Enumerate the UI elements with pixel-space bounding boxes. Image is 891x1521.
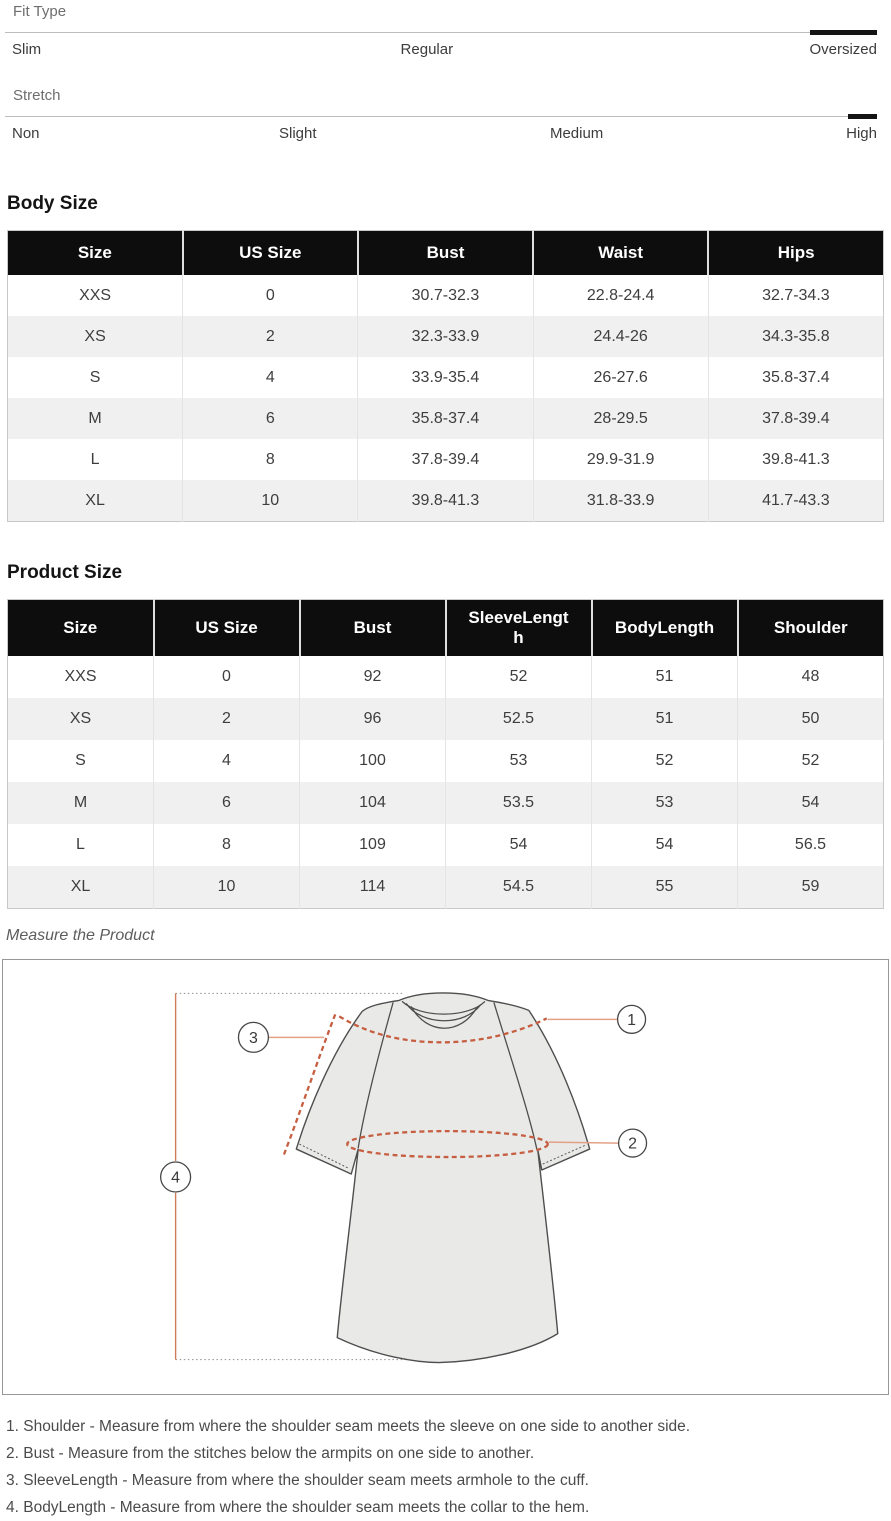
- table-cell: 33.9-35.4: [358, 357, 533, 398]
- table-cell: 0: [183, 275, 358, 316]
- table-cell: 109: [300, 824, 446, 866]
- note-line: 1. Shoulder - Measure from where the shoulder seam meets the sleeve on one side to another side.: [6, 1418, 691, 1435]
- table-row: [8, 782, 884, 824]
- table-cell: 32.7-34.3: [708, 275, 883, 316]
- table-header-row: [8, 231, 884, 276]
- column-header: Shoulder: [738, 600, 884, 657]
- column-header: Bust: [358, 231, 533, 276]
- column-header: US Size: [183, 231, 358, 276]
- table-cell: 2: [154, 698, 300, 740]
- table-cell: 32.3-33.9: [358, 316, 533, 357]
- table-cell: 52.5: [446, 698, 592, 740]
- scale-option: Medium: [549, 125, 604, 142]
- table-cell: 24.4-26: [533, 316, 708, 357]
- measure-notes: [6, 1413, 885, 1521]
- measure-title: Measure the Product: [6, 927, 155, 944]
- fit-type-label: Fit Type: [13, 3, 67, 20]
- table-cell: 31.8-33.9: [533, 480, 708, 522]
- table-cell: M: [88, 409, 102, 427]
- table-cell: 8: [183, 439, 358, 480]
- scale-option: Oversized: [809, 41, 877, 58]
- scale-option: High: [846, 125, 877, 142]
- table-cell: 54.5: [446, 866, 592, 909]
- table-cell: 34.3-35.8: [708, 316, 883, 357]
- column-header: Bust: [300, 600, 446, 657]
- table-cell: 48: [738, 656, 884, 698]
- table-cell: S: [89, 368, 101, 386]
- table-cell: 35.8-37.4: [708, 357, 883, 398]
- table-cell: 52: [446, 656, 592, 698]
- table-cell: 53.5: [446, 782, 592, 824]
- table-cell: 92: [300, 656, 446, 698]
- fit-type-section: [0, 0, 891, 60]
- product-size-table: [7, 599, 884, 909]
- table-cell: 6: [183, 398, 358, 439]
- note-line: 3. SleeveLength - Measure from where the shoulder seam meets armhole to the cuff.: [6, 1472, 589, 1489]
- scale-option: Slim: [12, 41, 42, 58]
- table-cell: 8: [154, 824, 300, 866]
- table-cell: 56.5: [738, 824, 884, 866]
- column-header: Waist: [533, 231, 708, 276]
- table-cell: 30.7-32.3: [358, 275, 533, 316]
- scale-option: Regular: [400, 41, 454, 58]
- table-cell: 96: [300, 698, 446, 740]
- product-size-title: Product Size: [7, 562, 123, 583]
- table-cell: 10: [183, 480, 358, 522]
- stretch-label: Stretch: [13, 87, 61, 104]
- table-cell: 54: [592, 824, 738, 866]
- column-header: Size: [8, 231, 183, 276]
- fit-type-track: [5, 32, 877, 33]
- table-cell: 51: [592, 656, 738, 698]
- column-header: BodyLength: [592, 600, 738, 657]
- table-cell: 50: [738, 698, 884, 740]
- table-cell: 100: [300, 740, 446, 782]
- table-cell: 28-29.5: [533, 398, 708, 439]
- leader-line-2: [549, 1142, 619, 1143]
- table-cell: 54: [738, 782, 884, 824]
- table-cell: XL: [70, 878, 91, 895]
- table-cell: M: [73, 794, 88, 811]
- table-cell: XS: [84, 327, 106, 345]
- table-cell: 52: [738, 740, 884, 782]
- table-row: [8, 866, 884, 909]
- table-cell: 0: [154, 656, 300, 698]
- table-cell: 55: [592, 866, 738, 909]
- stretch-options: [12, 125, 878, 144]
- table-cell: XXS: [64, 668, 97, 685]
- stretch-selected-marker: [848, 114, 877, 119]
- table-cell: 35.8-37.4: [358, 398, 533, 439]
- measure-diagram: [2, 959, 889, 1395]
- callout-number: 3: [248, 1029, 258, 1047]
- note-line: 4. BodyLength - Measure from where the shoulder seam meets the collar to the hem.: [6, 1499, 590, 1516]
- table-cell: 37.8-39.4: [708, 398, 883, 439]
- table-row: [8, 357, 884, 398]
- table-cell: S: [75, 752, 86, 769]
- table-cell: 2: [183, 316, 358, 357]
- table-row: [8, 275, 884, 316]
- table-cell: 54: [446, 824, 592, 866]
- table-cell: 53: [446, 740, 592, 782]
- table-cell: 37.8-39.4: [358, 439, 533, 480]
- table-row: [8, 656, 884, 698]
- table-cell: 53: [592, 782, 738, 824]
- scale-option: Non: [12, 125, 40, 142]
- product-size-table-header: [8, 600, 884, 657]
- stretch-track: [5, 116, 877, 117]
- table-row: [8, 480, 884, 522]
- table-row: [8, 698, 884, 740]
- table-cell: 29.9-31.9: [533, 439, 708, 480]
- column-header: Size: [8, 600, 154, 657]
- table-row: [8, 740, 884, 782]
- table-cell: 4: [183, 357, 358, 398]
- table-row: [8, 824, 884, 866]
- column-header: SleeveLength: [446, 600, 592, 657]
- table-row: [8, 439, 884, 480]
- table-cell: 41.7-43.3: [708, 480, 883, 522]
- table-cell: 6: [154, 782, 300, 824]
- tshirt-outline: [296, 993, 589, 1363]
- fit-type-options: [12, 41, 878, 60]
- table-cell: XXS: [79, 286, 112, 304]
- table-row: [8, 398, 884, 439]
- table-cell: XS: [69, 710, 92, 727]
- product-size-table-body: [8, 656, 884, 909]
- table-cell: 39.8-41.3: [358, 480, 533, 522]
- table-header-row: [8, 600, 884, 657]
- callout-number: 2: [628, 1135, 638, 1153]
- column-header: Hips: [708, 231, 883, 276]
- scale-option: Slight: [279, 125, 317, 142]
- body-size-table-body: [8, 275, 884, 522]
- table-cell: 104: [300, 782, 446, 824]
- table-row: [8, 316, 884, 357]
- body-size-title: Body Size: [7, 193, 98, 214]
- table-cell: 114: [300, 866, 446, 909]
- table-cell: 51: [592, 698, 738, 740]
- body-size-table: [7, 230, 884, 522]
- table-cell: 26-27.6: [533, 357, 708, 398]
- callout-number: 1: [627, 1011, 637, 1029]
- note-line: 2. Bust - Measure from the stitches below the armpits on one side to another.: [6, 1445, 535, 1462]
- table-cell: 59: [738, 866, 884, 909]
- stretch-section: [0, 84, 891, 144]
- table-cell: 52: [592, 740, 738, 782]
- table-cell: L: [90, 450, 100, 468]
- table-cell: L: [76, 836, 85, 853]
- column-header: US Size: [154, 600, 300, 657]
- callout-number: 4: [171, 1169, 181, 1187]
- tshirt-measure-illustration: [3, 960, 888, 1394]
- fit-type-selected-marker: [810, 30, 877, 35]
- table-cell: 39.8-41.3: [708, 439, 883, 480]
- table-cell: 4: [154, 740, 300, 782]
- table-cell: XL: [85, 491, 105, 509]
- body-size-table-header: [8, 231, 884, 276]
- table-cell: 10: [154, 866, 300, 909]
- table-cell: 22.8-24.4: [533, 275, 708, 316]
